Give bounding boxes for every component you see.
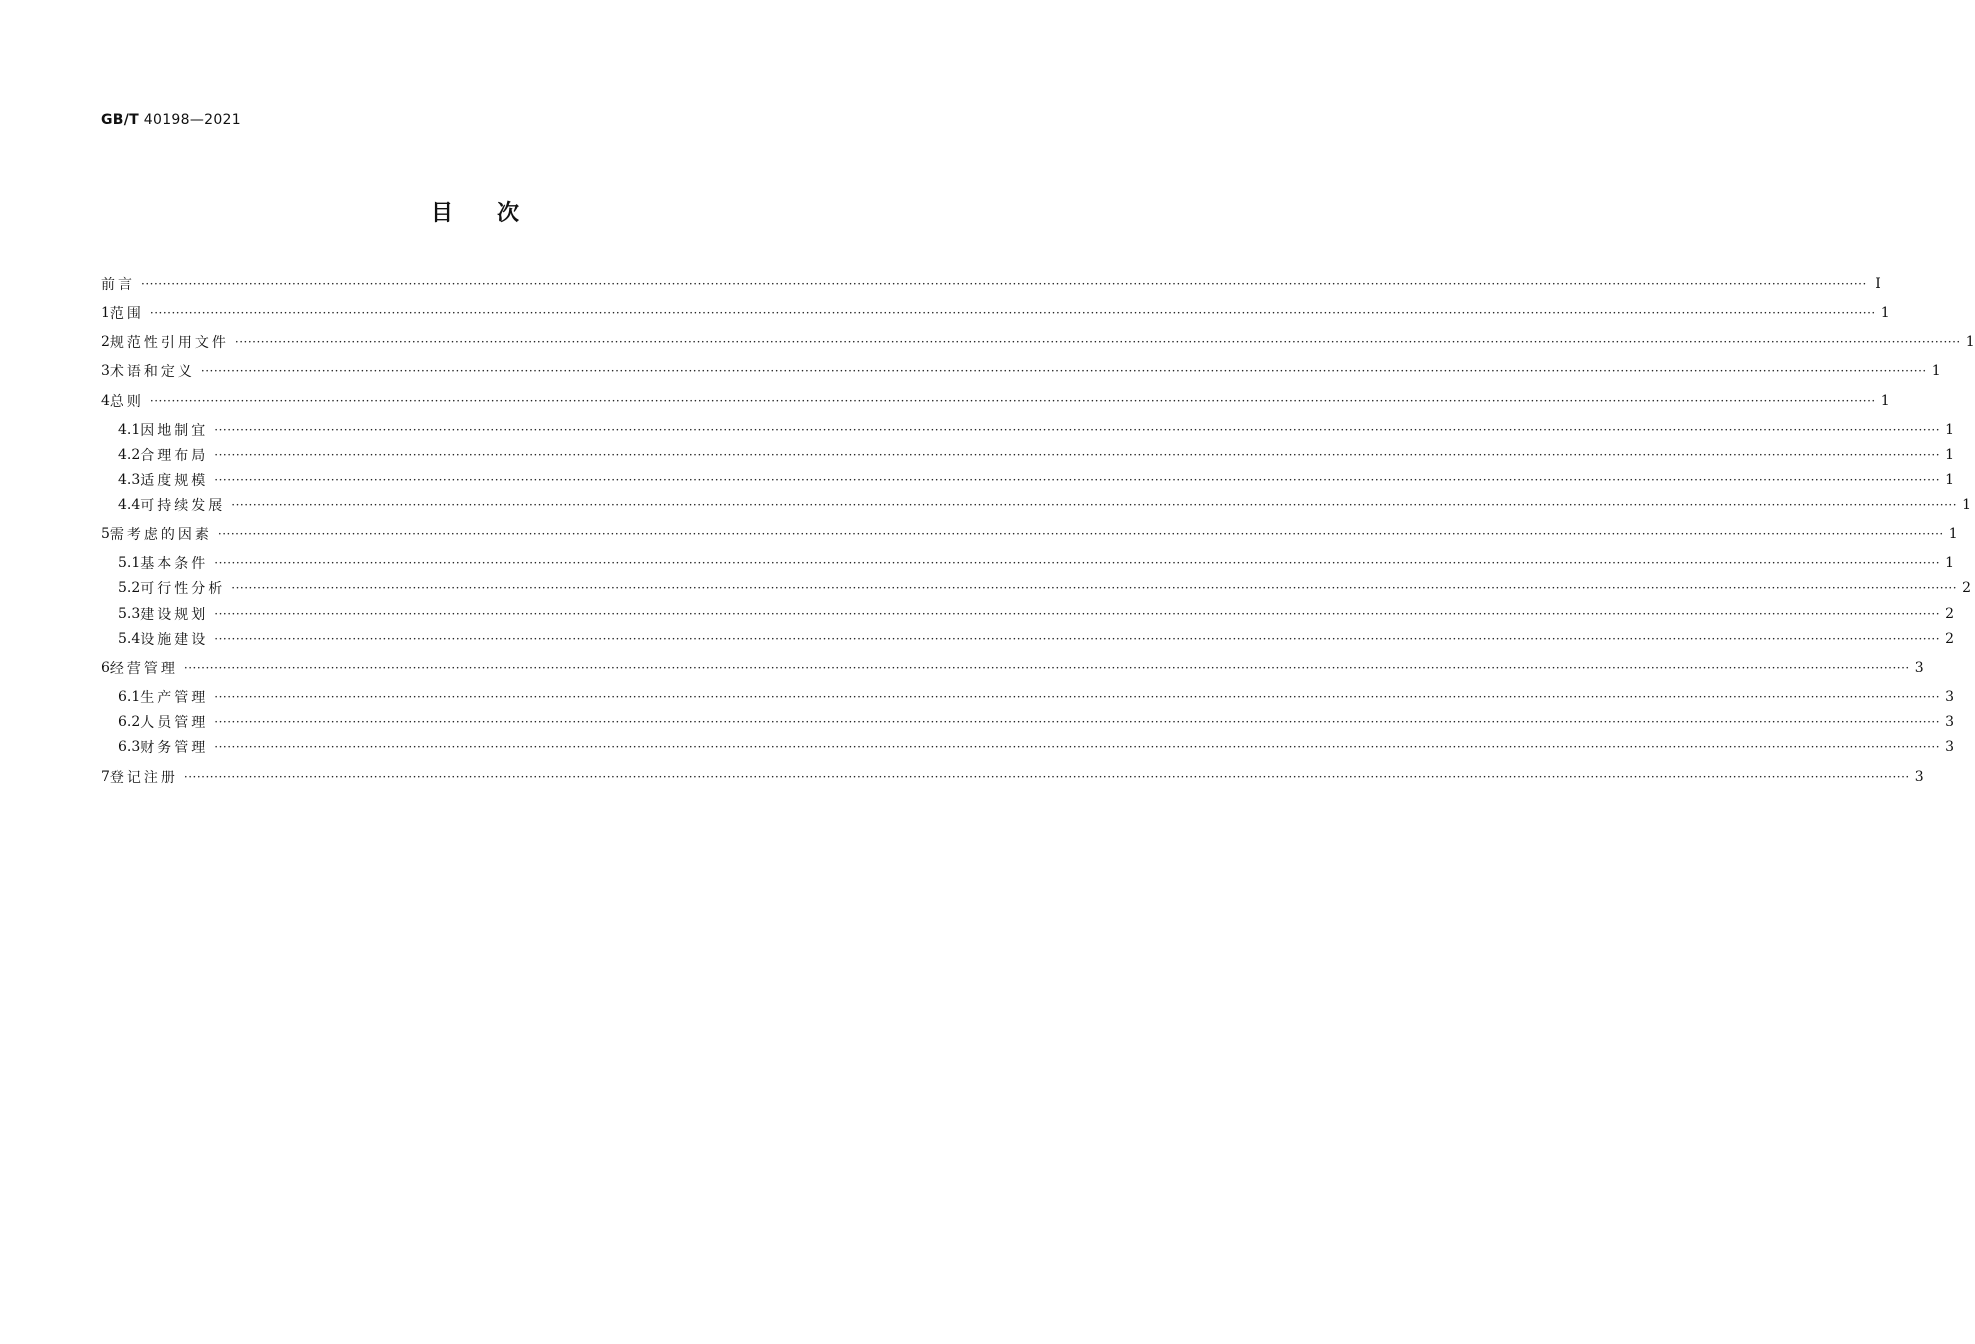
toc-entry[interactable]: [118, 494, 1972, 516]
dot-leader: ················································································································································································································································································································································································································: [214, 473, 1941, 487]
toc-entry-number: 7: [101, 769, 110, 785]
toc-entry-number: 3: [101, 363, 110, 379]
toc-entry-page: 1: [1948, 526, 1958, 542]
toc-entry-label: 设施建设: [140, 632, 209, 648]
toc-entry-page: 2: [1945, 631, 1955, 647]
toc-entry-page: 1: [1931, 363, 1941, 379]
standard-code: [101, 112, 241, 128]
toc-entry-number: 4: [101, 393, 110, 409]
dot-leader: ················································································································································································································································································································································································································: [231, 581, 1958, 595]
toc-entry-number: 5.3: [118, 606, 141, 622]
toc-entry-number: 6.1: [118, 689, 141, 705]
toc-entry[interactable]: [101, 390, 1890, 412]
toc-entry-label: 范围: [109, 306, 144, 322]
toc-entry-page: 2: [1945, 606, 1955, 622]
toc-entry-page: 3: [1914, 660, 1924, 676]
dot-leader: ················································································································································································································································································································································································································: [183, 770, 1910, 784]
toc-entry-page: 2: [1962, 580, 1972, 596]
dot-leader: ················································································································································································································································································································································································································: [214, 448, 1941, 462]
toc-entry[interactable]: [118, 469, 1955, 491]
toc-entry-number: 4.4: [118, 497, 141, 513]
toc-entry-label: 因地制宜: [140, 423, 209, 439]
toc-entry-page: 3: [1945, 739, 1955, 755]
toc-entry-page: 1: [1880, 393, 1890, 409]
toc-entry[interactable]: [118, 419, 1955, 441]
toc-entry[interactable]: [118, 736, 1955, 758]
dot-leader: ················································································································································································································································································································································································································: [231, 498, 1958, 512]
toc-entry-number: 6: [101, 660, 110, 676]
toc-entry[interactable]: [101, 273, 1881, 295]
toc-entry[interactable]: [101, 360, 1941, 382]
toc-entry[interactable]: [101, 331, 1975, 353]
dot-leader: ················································································································································································································································································································································································································: [200, 364, 1927, 378]
dot-leader: ················································································································································································································································································································································································································: [214, 740, 1941, 754]
toc-entry-number: 6.2: [118, 714, 141, 730]
toc-entry-number: 4.1: [118, 422, 141, 438]
standard-number: 40198—2021: [143, 112, 241, 128]
toc-entry-label: 生产管理: [140, 690, 209, 706]
toc-entry-page: 1: [1945, 555, 1955, 571]
toc-entry-label: 合理布局: [140, 448, 209, 464]
toc-entry[interactable]: [101, 523, 1958, 545]
dot-leader: ················································································································································································································································································································································································································: [141, 277, 1867, 291]
toc-entry-label: 规范性引用文件: [109, 335, 229, 351]
toc-entry-page: 1: [1945, 422, 1955, 438]
toc-entry-page: 3: [1914, 769, 1924, 785]
toc-entry-page: 1: [1965, 334, 1975, 350]
toc-entry[interactable]: [118, 711, 1955, 733]
toc-entry[interactable]: [101, 766, 1924, 788]
toc-entry-label: 登记注册: [109, 770, 178, 786]
toc-entry[interactable]: [118, 444, 1955, 466]
toc-entry-label: 总则: [109, 394, 144, 410]
toc-entry-page: 1: [1962, 497, 1972, 513]
toc-entry-page: 3: [1945, 689, 1955, 705]
dot-leader: ················································································································································································································································································································································································································: [214, 715, 1941, 729]
toc-entry-number: 4.2: [118, 447, 141, 463]
toc-entry-label: 建设规划: [140, 607, 209, 623]
dot-leader: ················································································································································································································································································································································································································: [217, 527, 1944, 541]
toc-entry-page: 1: [1945, 472, 1955, 488]
toc-entry-number: 6.3: [118, 739, 141, 755]
dot-leader: ················································································································································································································································································································································································································: [149, 306, 1876, 320]
toc-entry-label: 适度规模: [140, 473, 209, 489]
toc-entry-label: 前言: [101, 277, 135, 293]
toc-entry[interactable]: [118, 686, 1955, 708]
dot-leader: ················································································································································································································································································································································································································: [214, 607, 1941, 621]
toc-entry-label: 财务管理: [140, 740, 209, 756]
toc-entry-number: 2: [101, 334, 110, 350]
dot-leader: ················································································································································································································································································································································································································: [149, 394, 1876, 408]
toc-entry[interactable]: [118, 603, 1955, 625]
dot-leader: ················································································································································································································································································································································································································: [214, 632, 1941, 646]
toc-entry-label: 人员管理: [140, 715, 209, 731]
toc-entry-page: 3: [1945, 714, 1955, 730]
toc-entry-label: 可行性分析: [140, 581, 226, 597]
toc-entry-page: 1: [1945, 447, 1955, 463]
dot-leader: ················································································································································································································································································································································································································: [234, 335, 1961, 349]
toc-entry-number: 5.2: [118, 580, 141, 596]
toc-entry[interactable]: [101, 657, 1924, 679]
dot-leader: ················································································································································································································································································································································································································: [183, 661, 1910, 675]
toc-entry-label: 术语和定义: [109, 364, 195, 380]
dot-leader: ················································································································································································································································································································································································································: [214, 556, 1941, 570]
toc-entry[interactable]: [118, 552, 1955, 574]
toc-entry-label: 需考虑的因素: [109, 527, 212, 543]
toc-entry-number: 5.4: [118, 631, 141, 647]
toc-entry-number: 4.3: [118, 472, 141, 488]
toc-entry-page: 1: [1880, 305, 1890, 321]
toc-entry[interactable]: [101, 302, 1890, 324]
page-title: 目次: [430, 201, 563, 226]
dot-leader: ················································································································································································································································································································································································································: [214, 690, 1941, 704]
dot-leader: ················································································································································································································································································································································································································: [214, 423, 1941, 437]
toc-entry-label: 可持续发展: [140, 498, 226, 514]
toc-entry-label: 经营管理: [109, 661, 178, 677]
toc-entry-number: 5: [101, 526, 110, 542]
toc-entry-label: 基本条件: [140, 556, 209, 572]
toc-entry-number: 5.1: [118, 555, 141, 571]
toc-entry-page: Ⅰ: [1875, 276, 1881, 292]
standard-prefix: GB/T: [101, 112, 140, 128]
toc-entry[interactable]: [118, 577, 1972, 599]
toc-entry[interactable]: [118, 628, 1955, 650]
toc-entry-number: 1: [101, 305, 110, 321]
